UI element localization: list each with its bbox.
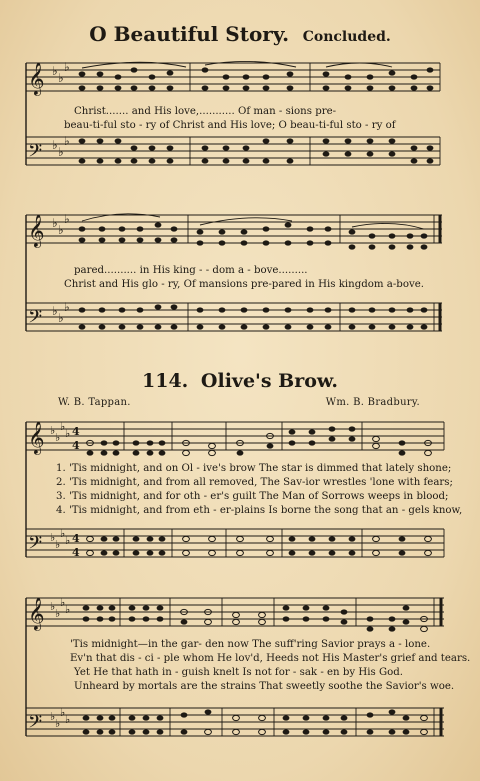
svg-text:♭: ♭	[60, 420, 66, 433]
song-subtitle: Concluded.	[302, 29, 391, 45]
composer-credit: Wm. B. Bradbury.	[325, 397, 420, 408]
svg-text:♭: ♭	[50, 424, 56, 437]
svg-text:♭: ♭	[58, 145, 64, 159]
svg-text:♭: ♭	[60, 527, 66, 540]
svg-text:♭: ♭	[50, 600, 56, 613]
svg-text:𝄞: 𝄞	[28, 214, 45, 247]
svg-text:♭: ♭	[64, 134, 70, 148]
svg-text:♭: ♭	[60, 706, 66, 719]
svg-text:♭: ♭	[64, 212, 70, 226]
svg-text:𝄢: 𝄢	[28, 307, 43, 332]
upper-system-2-lyric-line-1: pared.......... in His king - - dom a - bove.........	[74, 265, 308, 276]
svg-text:♭: ♭	[65, 534, 71, 547]
upper-system-1-lyric-line-1: Christ....... and His love,........... Of man - sions pre-	[74, 106, 337, 117]
svg-text:♭: ♭	[52, 216, 58, 230]
svg-text:4: 4	[72, 439, 80, 452]
upper-title-block	[0, 22, 480, 46]
svg-text:♭: ♭	[65, 603, 71, 616]
svg-text:♭: ♭	[55, 607, 61, 620]
svg-text:4: 4	[72, 425, 80, 438]
svg-text:♭: ♭	[55, 538, 61, 551]
svg-text:♭: ♭	[58, 71, 64, 85]
svg-text:♭: ♭	[65, 713, 71, 726]
hymn-verse-3-line-2: Yet He that hath in - guish knelt Is not for - sak - en by His God.	[74, 667, 403, 678]
svg-text:♭: ♭	[52, 304, 58, 318]
hymn-verse-1-line-2: 'Tis midnight—in the gar- den now The suff'ring Savior prays a - lone.	[70, 639, 431, 650]
svg-text:♭: ♭	[65, 427, 71, 440]
svg-text:♭: ♭	[58, 311, 64, 325]
upper-system-1-lyric-line-2: beau-ti-ful sto - ry of Christ and His love; O beau-ti-ful sto - ry of	[64, 120, 396, 131]
svg-text:𝄞: 𝄞	[28, 62, 45, 95]
svg-text:𝄞: 𝄞	[28, 421, 45, 454]
hymn-verse-4-line-2: Unheard by mortals are the strains That sweetly soothe the Savior's woe.	[74, 681, 455, 692]
hymn-number: 114.	[142, 370, 189, 392]
hymn-verse-1-line-1: 1. 'Tis midnight, and on Ol - ive's brow The star is dimmed that lately shone;	[56, 463, 452, 474]
hymn-title-block	[0, 370, 480, 392]
svg-text:♭: ♭	[52, 138, 58, 152]
svg-text:𝄢: 𝄢	[28, 141, 43, 166]
upper-system-2-lyric-line-2: Christ and His glo - ry, Of mansions pre-pared in His kingdom a-bove.	[64, 279, 424, 290]
svg-text:♭: ♭	[55, 717, 61, 730]
svg-text:𝄢: 𝄢	[28, 712, 43, 737]
svg-text:♭: ♭	[60, 596, 66, 609]
svg-text:4: 4	[72, 546, 80, 559]
hymn-verse-2-line-2: Ev'n that dis - ci - ple whom He lov'd, Heeds not His Master's grief and tears.	[70, 653, 471, 664]
svg-text:♭: ♭	[55, 431, 61, 444]
svg-text:♭: ♭	[64, 60, 70, 74]
svg-text:♭: ♭	[64, 300, 70, 314]
svg-text:𝄢: 𝄢	[28, 533, 43, 558]
svg-text:♭: ♭	[58, 223, 64, 237]
hymn-verse-2-line-1: 2. 'Tis midnight, and from all removed, The Sav-ior wrestles 'lone with fears;	[56, 477, 453, 488]
svg-text:𝄞: 𝄞	[28, 597, 45, 630]
svg-text:4: 4	[72, 532, 80, 545]
song-title: O Beautiful Story.	[89, 22, 290, 46]
hymn-verse-4-line-1: 4. 'Tis midnight, and from eth - er-plains Is borne the song that an - gels know,	[56, 505, 463, 516]
svg-text:♭: ♭	[50, 710, 56, 723]
hymn-title: Olive's Brow.	[200, 370, 338, 392]
svg-text:♭: ♭	[50, 531, 56, 544]
svg-text:♭: ♭	[52, 64, 58, 78]
hymn-verse-3-line-1: 3. 'Tis midnight, and for oth - er's guilt The Man of Sorrows weeps in blood;	[56, 491, 449, 502]
lyricist-credit: W. B. Tappan.	[58, 397, 131, 408]
